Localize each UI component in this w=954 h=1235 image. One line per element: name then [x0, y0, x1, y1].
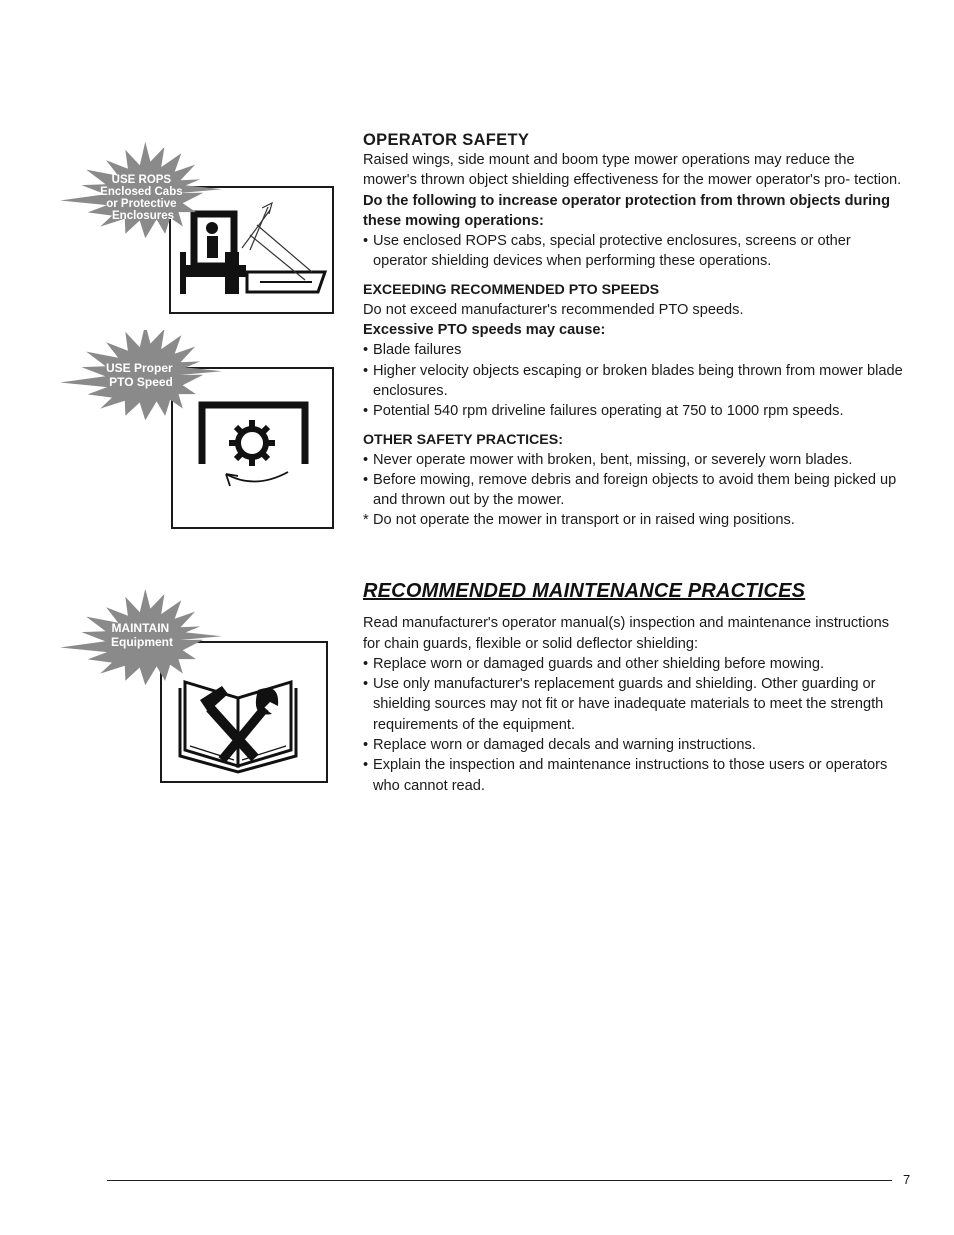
badge-pto-line1: USE Proper — [105, 361, 173, 375]
list-item: • Blade failures — [363, 342, 462, 359]
svg-text:MAINTAIN Equipment — [111, 621, 173, 649]
list-item: • Explain the inspection and maintenance instructions to those users or operators who cannot read. — [363, 757, 888, 794]
pto-intro: Do not exceed manufacturer's recommended PTO speeds. — [363, 301, 744, 318]
list-item: • Replace worn or damaged decals and warning instructions. — [363, 737, 756, 754]
rops-figure — [50, 140, 340, 320]
pto-figure — [50, 330, 340, 530]
badge-rops-line1: USE ROPS — [111, 174, 172, 186]
svg-text:USE ROPS Enclosed Cabs — [100, 174, 186, 222]
svg-text:USE Proper PTO Speed — [106, 361, 176, 389]
list-item: • Potential 540 rpm driveline failures operating at 750 to 1000 rpm speeds. — [363, 403, 844, 420]
other-practices-title: OTHER SAFETY PRACTICES: — [363, 431, 563, 448]
maintain-figure — [50, 590, 340, 790]
maintenance-section — [363, 581, 903, 796]
badge-rops-line4: Enclosures — [112, 210, 174, 222]
list-item: • Before mowing, remove debris and foreign objects to avoid them being picked up and thrown out by the mower. — [363, 471, 897, 509]
maintenance-list — [363, 654, 903, 796]
footer-rule — [107, 1180, 892, 1181]
list-item: • Use only manufacturer's replacement guards and shielding. Other guarding or shielding sources may not fit or have inadequate materials to meet the strength requirements of the equipment. — [363, 676, 884, 733]
pto-instruction: Excessive PTO speeds may cause: — [363, 322, 606, 339]
maintenance-intro: Read manufacturer's operator manual(s) inspection and maintenance instructions for chain guards, flexible or solid deflector shielding: — [363, 615, 890, 652]
badge-pto-line2: PTO Speed — [109, 375, 173, 389]
operator-safety-list — [363, 231, 903, 272]
list-item: • Replace worn or damaged guards and other shielding before mowing. — [363, 655, 825, 672]
operator-safety-title: OPERATOR SAFETY — [363, 131, 530, 149]
badge-rops-line2: Enclosed Cabs — [100, 186, 183, 198]
badge-rops-line3: or Protective — [106, 198, 177, 210]
pto-list — [363, 340, 903, 421]
page-number: 7 — [903, 1172, 911, 1187]
badge-maintain-line1: MAINTAIN — [111, 621, 170, 635]
badge-maintain-line2: Equipment — [111, 635, 173, 649]
other-practices-list — [363, 450, 903, 531]
pto-title: EXCEEDING RECOMMENDED PTO SPEEDS — [363, 281, 660, 298]
operator-safety-section — [363, 130, 903, 531]
maintenance-title: RECOMMENDED MAINTENANCE PRACTICES — [363, 580, 806, 602]
list-item: * Do not operate the mower in transport or in raised wing positions. — [363, 512, 795, 529]
list-item: • Use enclosed ROPS cabs, special protective enclosures, screens or other operator shielding devices when performing these operations. — [363, 233, 851, 270]
list-item: • Higher velocity objects escaping or broken blades being thrown from mower blade enclosures. — [363, 362, 903, 399]
list-item: • Never operate mower with broken, bent, missing, or severely worn blades. — [363, 451, 853, 468]
operator-safety-instruction: Do the following to increase operator protection from thrown objects during these mowing operations: — [363, 192, 891, 229]
operator-safety-intro: Raised wings, side mount and boom type mower operations may reduce the mower's thrown object shielding effectiveness for the mower operator's pro- tection. — [363, 152, 902, 189]
